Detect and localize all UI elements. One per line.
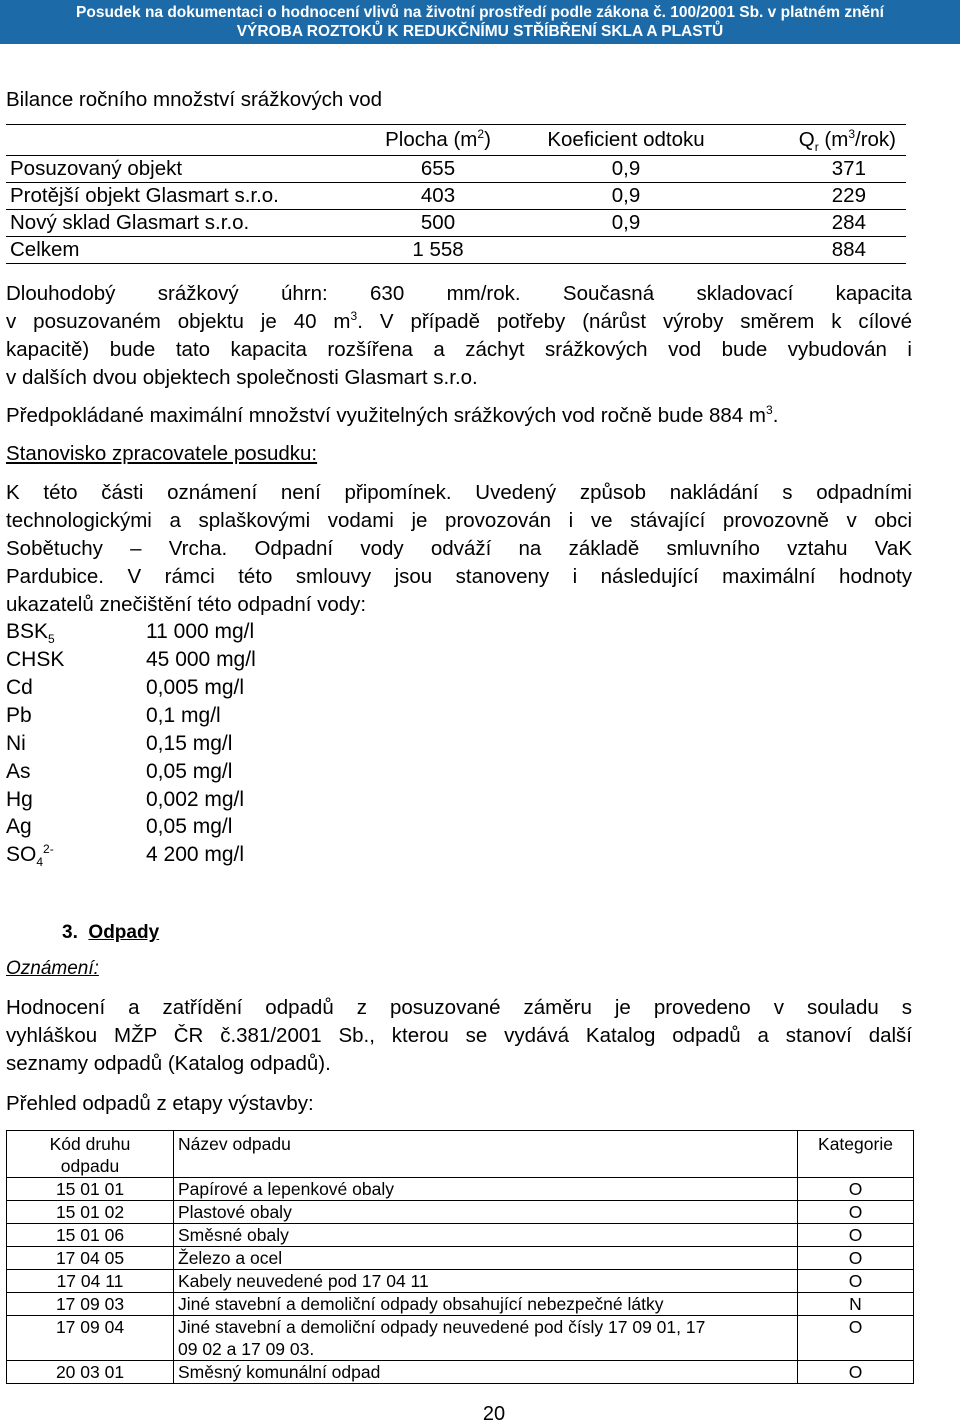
oznameni-label: Oznámení: (6, 958, 99, 979)
section-3-heading: 3. Odpady (62, 922, 160, 943)
table-row-total: Celkem 1 558 884 (6, 237, 906, 264)
limit-row: Pb 0,1 mg/l (6, 704, 221, 727)
limit-row: As 0,05 mg/l (6, 760, 233, 783)
table-row: Posuzovaný objekt 655 0,9 371 (6, 156, 906, 183)
table-row: 17 04 11 Kabely neuvedené pod 17 04 11 O (7, 1270, 914, 1293)
rainfall-paragraph: Dlouhodobý srážkový úhrn: 630 mm/rok. Současná skladovací kapacita v posuzovaném objektu je 40 $m^3$. V případě potřeby (nárůst výroby směrem k cílové kapacitě) bude tato kapacita rozšířena a záchyt srážkových vod bude vybudován i v dalších dvou objektech společnosti Glasmart s.r.o. (6, 282, 912, 389)
expected-volume-text: Předpokládané maximální množství využitelných srážkových vod ročně bude 884 $m^3$. (6, 403, 779, 427)
section-title: Bilance ročního množství srážkových vod (6, 88, 382, 111)
wastewater-paragraph: K této části oznámení není připomínek. Uvedený způsob nakládání s odpadními technologickými a splaškovými vodami je provozován i ve stávající provozovně v obci Sobětuchy – Vrcha. Odpadní vody odváží na základě smluvního vztahu VaK Pardubice. V rámci této smlouvy jsou stanoveny i následující maximální hodnoty ukazatelů znečištění této odpadní vody: (6, 481, 912, 616)
stanovisko-heading: Stanovisko zpracovatele posudku: (6, 442, 318, 465)
table-row: 15 01 06 Směsné obaly O (7, 1224, 914, 1247)
table-row: Nový sklad Glasmart s.r.o. 500 0,9 284 (6, 210, 906, 237)
waste-classification-paragraph: Hodnocení a zatřídění odpadů z posuzované záměru je provedeno v souladu s vyhláškou MŽP ČR č.381/2001 Sb., kterou se vydává Katalog odpadů a stanoví další seznamy odpadů (Katalog odpadů). (6, 996, 912, 1075)
limit-row: CHSK 45 000 mg/l (6, 648, 256, 671)
page-number: 20 (482, 1403, 506, 1425)
table-row: 17 09 04 Jiné stavební a demoliční odpady neuvedené pod čísly 17 09 01, 17 09 02 a 17 09 03. O (7, 1316, 914, 1361)
limit-row: Cd 0,005 mg/l (6, 676, 245, 699)
table-row: Protější objekt Glasmart s.r.o. 403 0,9 229 (6, 183, 906, 210)
waste-table (6, 1130, 914, 1384)
limit-row: Ag 0,05 mg/l (6, 815, 233, 838)
header-coefficient: Koeficient odtoku (522, 125, 730, 156)
table-row: 15 01 02 Plastové obaly O (7, 1201, 914, 1224)
header-area: Plocha $(m^2)$ (354, 125, 522, 156)
table-row: 17 09 03 Jiné stavební a demoliční odpady obsahující nebezpečné látky N (7, 1293, 914, 1316)
waste-overview-title: Přehled odpadů z etapy výstavby: (6, 1092, 314, 1115)
table-row: 20 03 01 Směsný komunální odpad O (7, 1361, 914, 1384)
header-runoff: $Q_r$ $(m^3/rok)$ (730, 125, 906, 156)
table-row: 17 04 05 Železo a ocel O (7, 1247, 914, 1270)
waste-table-header: Kód druhu odpadu Název odpadu Kategorie (7, 1131, 914, 1178)
header-line-1: Posudek na dokumentaci o hodnocení vlivů na životní prostředí podle zákona č. 100/2001 Sb. v platném znění (76, 4, 884, 21)
table-row: 15 01 01 Papírové a lepenkové obaly O (7, 1178, 914, 1201)
rainfall-table (6, 124, 906, 264)
limit-row: $BSK_5$ 11 000 mg/l (6, 620, 255, 647)
limit-row: $SO_4^{2-}$ 4 200 mg/l (6, 842, 245, 870)
document-header-banner (0, 0, 960, 44)
rainfall-table-header (6, 125, 906, 156)
header-line-2: VÝROBA ROZTOKŮ K REDUKČNÍMU STŘÍBŘENÍ SKLA A PLASTŮ (236, 23, 724, 40)
limit-row: Hg 0,002 mg/l (6, 788, 245, 811)
limit-row: Ni 0,15 mg/l (6, 732, 233, 755)
